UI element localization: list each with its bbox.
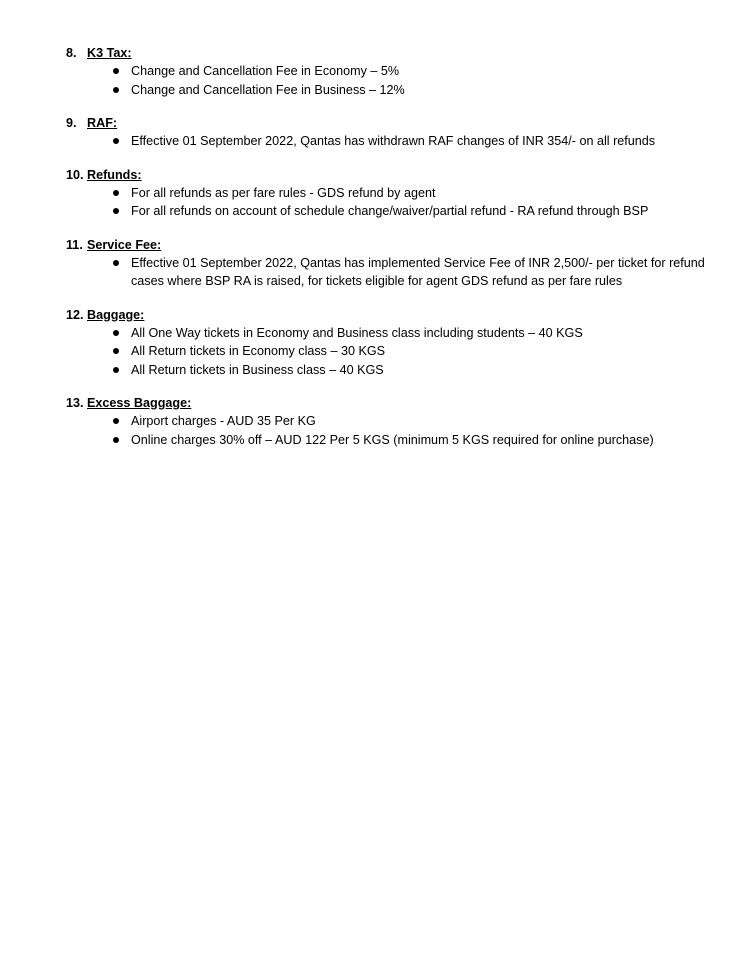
- list-item-text: Effective 01 September 2022, Qantas has implemented Service Fee of INR 2,500/- per ticket for refund cases where BSP RA is raised, for tickets eligible for agent GDS refund as per fare rules: [131, 255, 705, 288]
- list-item: [66, 361, 726, 380]
- policy-section: [66, 166, 726, 221]
- list-item-text: Change and Cancellation Fee in Economy – 5%: [131, 64, 400, 78]
- section-title: Baggage:: [87, 307, 145, 322]
- list-item: [66, 81, 726, 100]
- section-title: RAF:: [87, 116, 118, 130]
- section-number: 11.: [66, 237, 83, 252]
- list-item-text: Online charges 30% off – AUD 122 Per 5 KGS (minimum 5 KGS required for online purchase): [131, 432, 654, 447]
- section-heading: [66, 44, 726, 62]
- bullet-list: [66, 62, 726, 99]
- section-number: 12.: [66, 307, 84, 322]
- bullet-icon: [113, 190, 119, 196]
- list-item: [66, 62, 726, 81]
- section-number: 10.: [66, 167, 84, 182]
- section-heading: [66, 166, 726, 184]
- bullet-list: [66, 412, 726, 449]
- policy-section: [66, 114, 726, 151]
- bullet-icon: [113, 437, 119, 443]
- section-number: 13.: [66, 396, 84, 410]
- list-item-text: All Return tickets in Business class – 40 KGS: [131, 362, 384, 377]
- section-number: 8.: [66, 46, 77, 60]
- section-heading: [66, 114, 726, 132]
- section-heading: [66, 236, 726, 254]
- section-number: 9.: [66, 116, 77, 130]
- section-title: Excess Baggage:: [87, 396, 192, 410]
- section-title: K3 Tax:: [87, 46, 132, 60]
- bullet-icon: [113, 68, 119, 74]
- bullet-list: [66, 184, 726, 221]
- policy-section: [66, 44, 726, 99]
- bullet-icon: [113, 87, 119, 93]
- list-item: [66, 342, 726, 361]
- policy-sections: [66, 44, 726, 464]
- bullet-list: [66, 254, 726, 291]
- section-heading: [66, 306, 726, 324]
- list-item-text: Effective 01 September 2022, Qantas has withdrawn RAF changes of INR 354/- on all refunds: [131, 134, 656, 148]
- list-item-text: Airport charges - AUD 35 Per KG: [131, 414, 316, 428]
- policy-section: [66, 394, 726, 449]
- list-item-text: Change and Cancellation Fee in Business – 12%: [131, 82, 405, 97]
- bullet-icon: [113, 138, 119, 144]
- bullet-icon: [113, 418, 119, 424]
- bullet-icon: [113, 330, 119, 336]
- list-item: [66, 202, 726, 221]
- list-item-text: All Return tickets in Economy class – 30 KGS: [131, 344, 386, 358]
- policy-section: [66, 236, 726, 291]
- section-title: Service Fee:: [87, 237, 162, 252]
- policy-section: [66, 306, 726, 380]
- bullet-icon: [113, 208, 119, 214]
- section-heading: [66, 394, 726, 412]
- list-item: [66, 184, 726, 203]
- bullet-icon: [113, 367, 119, 373]
- list-item-text: All One Way tickets in Economy and Business class including students – 40 KGS: [131, 325, 583, 340]
- section-title: Refunds:: [87, 167, 142, 182]
- bullet-icon: [113, 348, 119, 354]
- list-item: [66, 412, 726, 431]
- list-item-text: For all refunds as per fare rules - GDS refund by agent: [131, 185, 436, 200]
- bullet-list: [66, 324, 726, 380]
- list-item: [66, 431, 726, 450]
- list-item-text: For all refunds on account of schedule change/waiver/partial refund - RA refund through BSP: [131, 204, 649, 218]
- list-item: [66, 132, 726, 151]
- list-item: [66, 324, 726, 343]
- bullet-list: [66, 132, 726, 151]
- list-item: [66, 254, 726, 291]
- bullet-icon: [113, 260, 119, 266]
